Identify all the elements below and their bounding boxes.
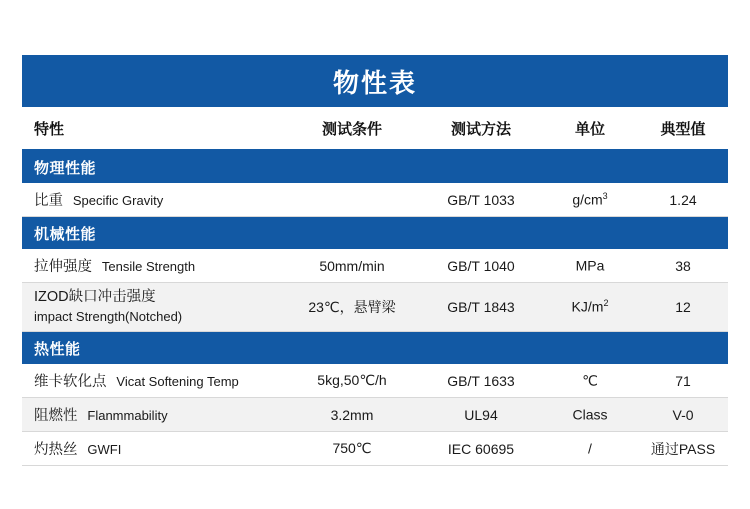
cell-property	[22, 364, 284, 398]
table-row	[22, 283, 728, 332]
cell-property	[22, 283, 284, 332]
unit-text: Class	[572, 406, 608, 423]
property-name-cn: 维卡软化点	[34, 374, 107, 390]
cell-condition: 5kg,50℃/h	[284, 364, 420, 398]
unit-text: KJ/m	[571, 298, 604, 315]
cell-condition: 23℃，悬臂梁	[284, 283, 420, 332]
cell-condition	[284, 183, 420, 217]
property-name-en: GWFI	[87, 442, 122, 457]
cell-property	[22, 432, 284, 466]
table-row	[22, 432, 728, 466]
section-title: 热性能	[22, 332, 728, 365]
column-header-condition: 测试条件	[284, 107, 420, 150]
property-name-cn: 拉伸强度	[34, 259, 92, 275]
property-name-en: Vicat Softening Temp	[116, 374, 239, 389]
cell-value: V-0	[638, 398, 728, 432]
section-header-physical	[22, 150, 728, 183]
page-title: 物性表	[22, 55, 728, 107]
cell-condition: 3.2mm	[284, 398, 420, 432]
column-header-property: 特性	[22, 107, 284, 150]
cell-unit	[542, 398, 638, 432]
property-name-en: Specific Gravity	[72, 193, 164, 208]
column-header-value: 典型值	[638, 107, 728, 150]
cell-condition: 750℃	[284, 432, 420, 466]
cell-property	[22, 183, 284, 217]
cell-property	[22, 249, 284, 283]
cell-property	[22, 398, 284, 432]
unit-exponent: 3	[602, 191, 608, 202]
column-header-method: 测试方法	[420, 107, 542, 150]
cell-method: GB/T 1033	[420, 183, 542, 217]
cell-value: 12	[638, 283, 728, 332]
unit-text: /	[588, 440, 592, 457]
cell-value: 38	[638, 249, 728, 283]
cell-unit	[542, 249, 638, 283]
property-name-cn: 比重	[34, 193, 63, 209]
cell-unit	[542, 364, 638, 398]
table-header-row	[22, 107, 728, 150]
property-name-block	[34, 288, 281, 325]
unit-exponent: 2	[603, 298, 609, 309]
column-header-unit: 单位	[542, 107, 638, 150]
property-name-cn: 阻燃性	[34, 408, 78, 424]
cell-unit	[542, 183, 638, 217]
cell-value: 71	[638, 364, 728, 398]
table-row	[22, 398, 728, 432]
section-title: 物理性能	[22, 150, 728, 183]
unit-text: g/cm	[572, 191, 603, 208]
cell-value: 通过PASS	[638, 432, 728, 466]
cell-unit	[542, 432, 638, 466]
table-row	[22, 364, 728, 398]
property-name-en: Flanmmability	[87, 408, 168, 423]
property-name-en: impact Strength(Notched)	[34, 309, 183, 324]
unit-text: ℃	[582, 372, 598, 389]
cell-value: 1.24	[638, 183, 728, 217]
cell-condition: 50mm/min	[284, 249, 420, 283]
cell-method: GB/T 1843	[420, 283, 542, 332]
cell-method: UL94	[420, 398, 542, 432]
property-name-cn: IZOD缺口冲击强度	[34, 289, 156, 306]
cell-unit	[542, 283, 638, 332]
section-header-thermal	[22, 332, 728, 365]
table-row	[22, 183, 728, 217]
cell-method: GB/T 1633	[420, 364, 542, 398]
property-name-cn: 灼热丝	[34, 442, 78, 458]
table-title-row	[22, 55, 728, 107]
section-title: 机械性能	[22, 217, 728, 250]
section-header-mechanical	[22, 217, 728, 250]
property-name-en: Tensile Strength	[101, 259, 196, 274]
cell-method: GB/T 1040	[420, 249, 542, 283]
table-row	[22, 249, 728, 283]
cell-method: IEC 60695	[420, 432, 542, 466]
property-table	[22, 55, 728, 466]
unit-text: MPa	[575, 257, 605, 274]
